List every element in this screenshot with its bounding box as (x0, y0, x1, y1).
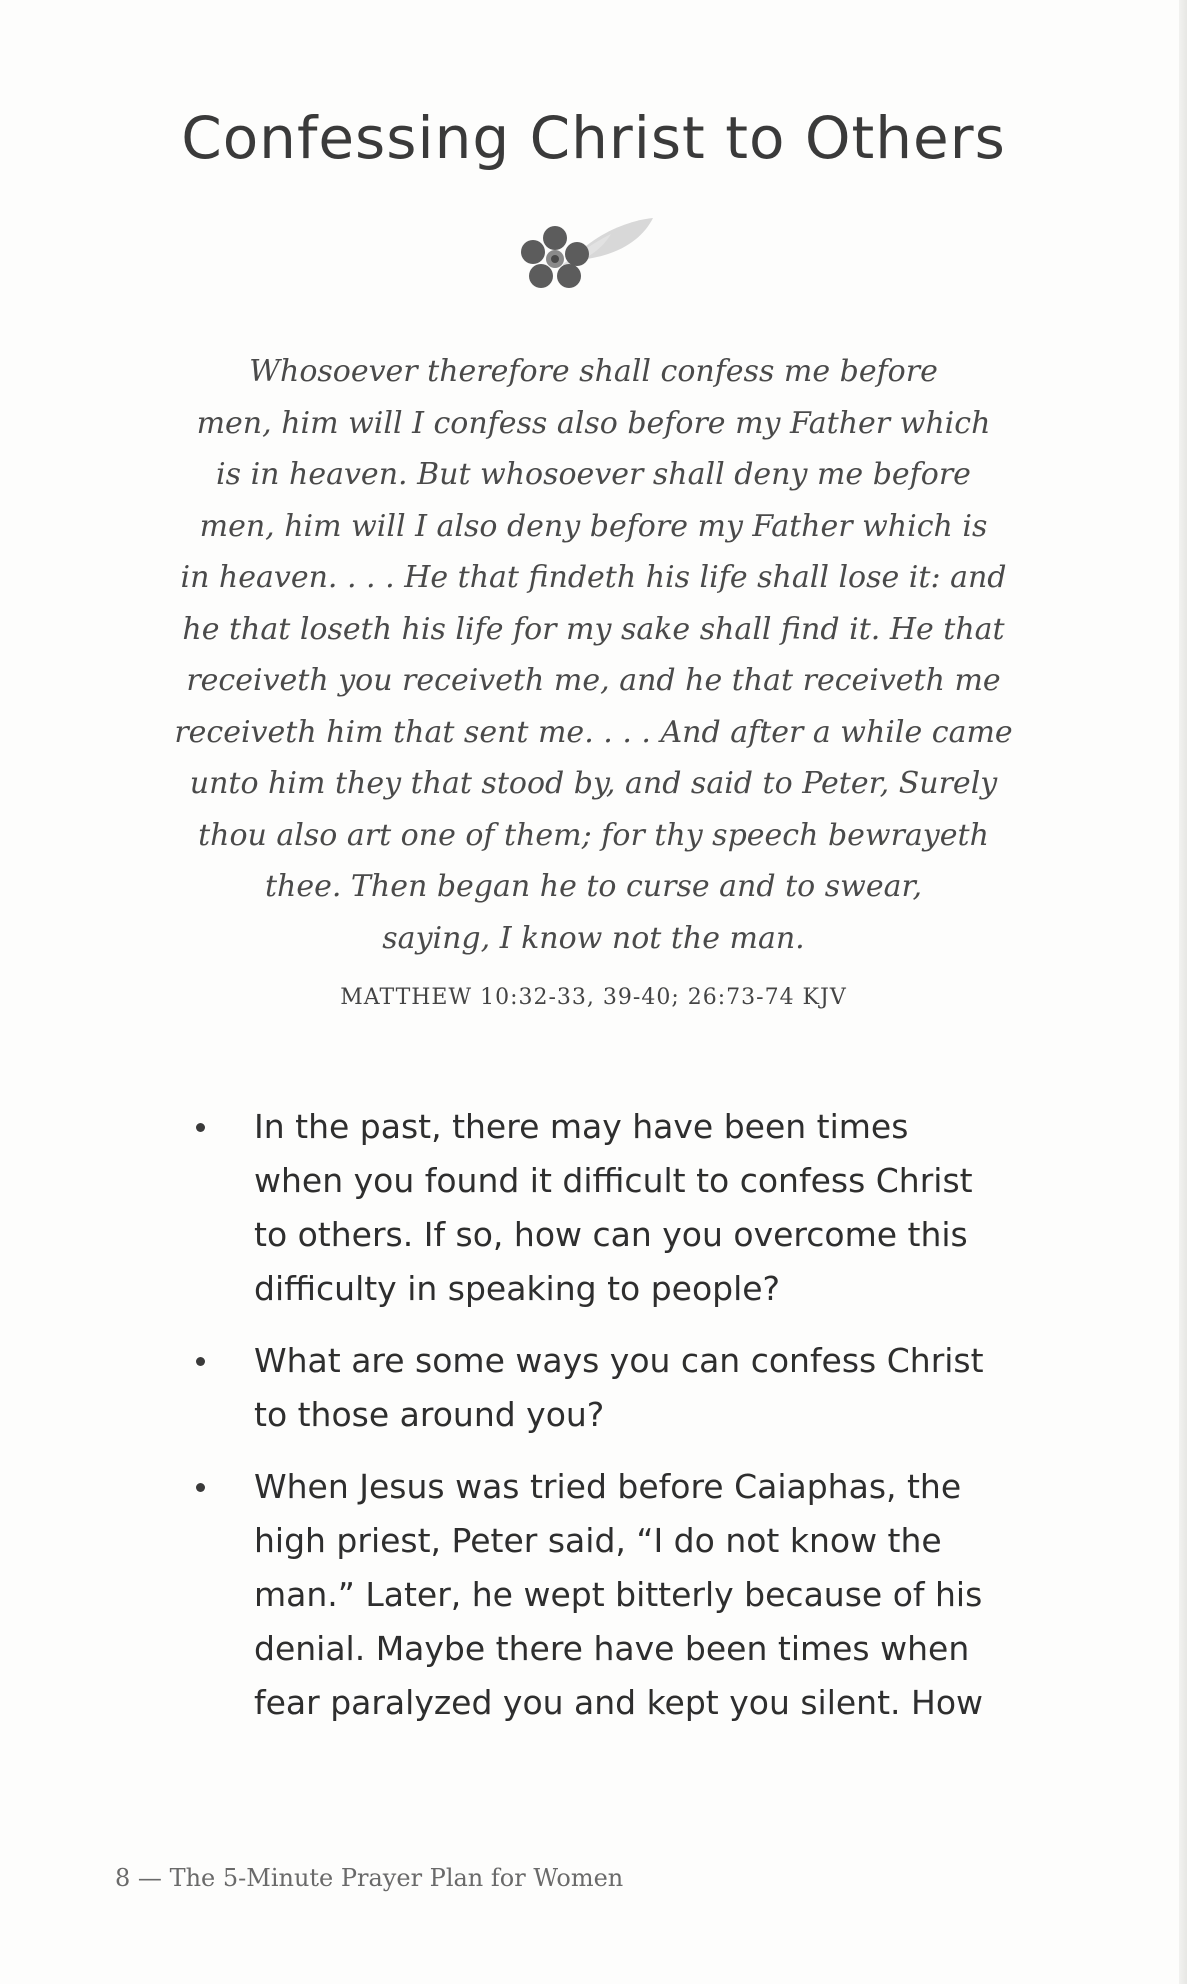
question-line: high priest, Peter said, “I do not know the (254, 1521, 942, 1560)
question-line: difficulty in speaking to people? (254, 1269, 781, 1308)
footer-separator: — (137, 1864, 162, 1892)
scripture-line: receiveth you receiveth me, and he that receiveth me (186, 663, 1001, 698)
bullet-dot-icon (196, 1483, 205, 1492)
question-line: fear paralyzed you and kept you silent. How (254, 1683, 984, 1722)
bullet-dot-icon (196, 1123, 205, 1132)
scripture-line: men, him will I confess also before my Father which (196, 405, 991, 441)
page-title: Confessing Christ to Others (181, 104, 1006, 172)
question-item (190, 1334, 1050, 1442)
scripture-line: unto him they that stood by, and said to Peter, Surely (189, 766, 998, 801)
question-item (190, 1460, 1050, 1730)
page-number: 8 (115, 1864, 131, 1892)
scripture-line: he that loseth his life for my sake shall find it. He that (182, 611, 1005, 647)
question-line: denial. Maybe there have been times when (254, 1629, 970, 1668)
question-line: In the past, there may have been times (254, 1107, 909, 1146)
question-line: when you found it difficult to confess Christ (254, 1161, 973, 1200)
question-line: When Jesus was tried before Caiaphas, the (254, 1467, 962, 1506)
bullet-dot-icon (196, 1357, 205, 1366)
scripture-line: Whosoever therefore shall confess me before (249, 354, 938, 389)
page-footer (115, 1864, 623, 1892)
scripture-line: saying, I know not the man. (382, 920, 805, 956)
scripture-line: is in heaven. But whosoever shall deny me before (216, 457, 971, 492)
question-item (190, 1100, 1050, 1316)
scripture-line: men, him will I also deny before my Father which is (199, 508, 988, 544)
reflection-questions (190, 1100, 1050, 1748)
question-line: to those around you? (254, 1395, 605, 1434)
scripture-line: receiveth him that sent me. . . . And after a while came (174, 714, 1013, 750)
scripture-passage (150, 346, 1037, 964)
question-line: to others. If so, how can you overcome this (254, 1215, 968, 1254)
scripture-reference: MATTHEW 10:32-33, 39-40; 26:73-74 KJV (340, 985, 847, 1010)
scripture-line: in heaven. . . . He that findeth his life shall lose it: and (180, 560, 1007, 595)
flower-with-leaf-icon (503, 212, 663, 298)
question-line: man.” Later, he wept bitterly because of his (254, 1575, 983, 1614)
question-line: What are some ways you can confess Christ (254, 1341, 984, 1380)
scripture-line: thee. Then began he to curse and to swear, (264, 869, 923, 904)
scripture-line: thou also art one of them; for thy speech bewrayeth (198, 817, 989, 853)
book-title: The 5-Minute Prayer Plan for Women (169, 1864, 624, 1892)
